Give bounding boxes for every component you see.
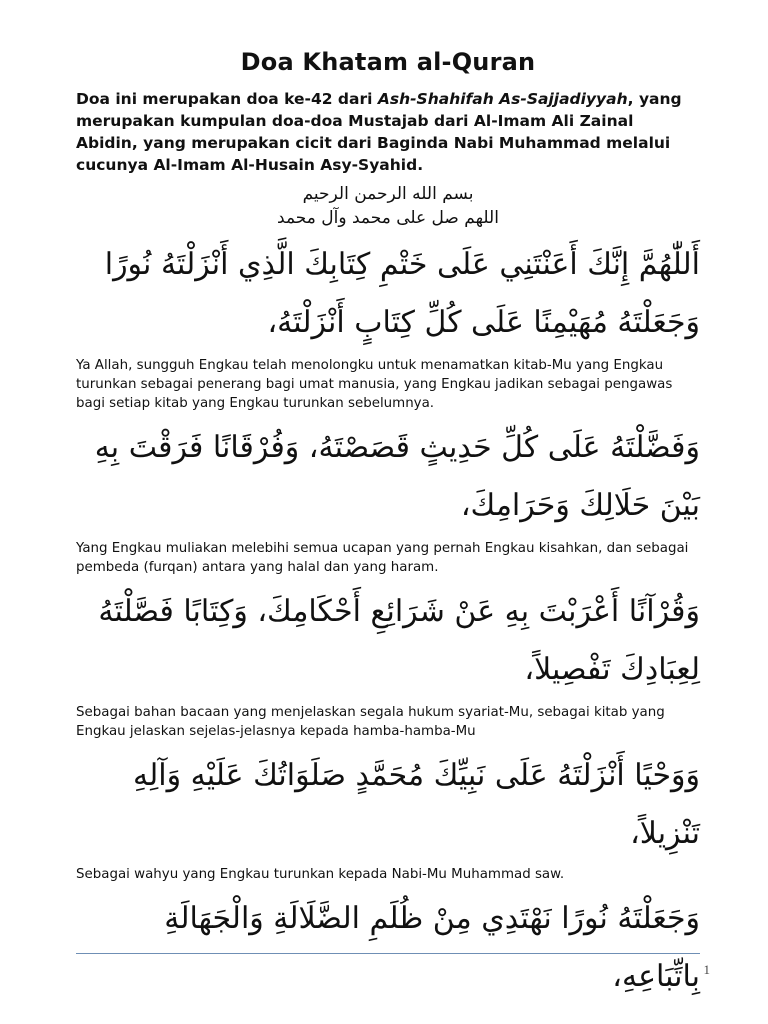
basmala-line: بسم الله الرحمن الرحيم (302, 184, 474, 204)
footer-divider (76, 953, 700, 954)
arabic-verse: وَفَضَّلْتَهُ عَلَى كُلِّ حَدِيثٍ قَصَصْتَهُ، وَفُرْقَانًا فَرَقْتَ بِهِ بَيْنَ حَلَالِكَ وَحَرَامِكَ، (94, 430, 700, 523)
document-title: Doa Khatam al-Quran (240, 48, 536, 76)
basmala-block (76, 182, 700, 230)
verse-block-2 (76, 419, 700, 577)
salawat-line: اللهم صل على محمد وآل محمد (277, 208, 499, 228)
arabic-verse: وَقُرْآنًا أَعْرَبْتَ بِهِ عَنْ شَرَائِعِ أَحْكَامِكَ، وَكِتَابًا فَصَّلْتَهُ لِعِبَادِكَ تَفْصِيلاً، (98, 594, 700, 687)
arabic-verse: أَللّٰهُمَّ إِنَّكَ أَعَنْتَنِي عَلَى خَتْمِ كِتَابِكَ الَّذِي أَنْزَلْتَهُ نُورًا وَجَعَلْتَهُ مُهَيْمِنًا عَلَى كُلِّ كِتَابٍ أَنْزَلْتَهُ، (104, 247, 700, 340)
verse-translation: Yang Engkau muliakan melebihi semua ucapan yang pernah Engkau kisahkan, dan sebagai pembeda (furqan) antara yang halal dan yang haram. (76, 541, 689, 575)
verse-translation: Sebagai wahyu yang Engkau turunkan kepada Nabi-Mu Muhammad saw. (76, 867, 565, 882)
document-page (76, 48, 700, 1006)
intro-text-1: Doa ini merupakan doa ke-42 dari (76, 90, 378, 108)
verse-block-5 (76, 890, 700, 1006)
verse-block-3 (76, 583, 700, 741)
verse-block-1 (76, 236, 700, 413)
arabic-verse: وَجَعَلْتَهُ نُورًا نَهْتَدِي مِنْ ظُلَمِ الضَّلَالَةِ وَالْجَهَالَةِ بِاتِّبَاعِهِ، (164, 901, 700, 994)
intro-paragraph (76, 88, 700, 176)
intro-text-2: , yang merupakan kumpulan doa-doa Mustajab dari Al-Imam Ali Zainal Abidin, yang merupakan cicit dari Baginda Nabi Muhammad melalui cucunya Al-Imam Al-Husain Asy-Syahid. (76, 90, 682, 174)
page-number: 1 (703, 962, 710, 977)
arabic-verse: وَوَحْيًا أَنْزَلْتَهُ عَلَى نَبِيِّكَ مُحَمَّدٍ صَلَوَاتُكَ عَلَيْهِ وَآلِهِ تَنْزِيلاً، (133, 758, 700, 851)
verse-translation: Sebagai bahan bacaan yang menjelaskan segala hukum syariat-Mu, sebagai kitab yang Engkau jelaskan sejelas-jelasnya kepada hamba-hamba-Mu (76, 705, 665, 739)
verse-translation: Ya Allah, sungguh Engkau telah menolongku untuk menamatkan kitab-Mu yang Engkau turunkan sebagai penerang bagi umat manusia, yang Engkau jadikan sebagai pengawas bagi setiap kitab yang Engkau turunkan sebelumnya. (76, 358, 673, 411)
verse-block-4 (76, 747, 700, 884)
intro-source-title: Ash-Shahifah As-Sajjadiyyah (377, 90, 628, 108)
